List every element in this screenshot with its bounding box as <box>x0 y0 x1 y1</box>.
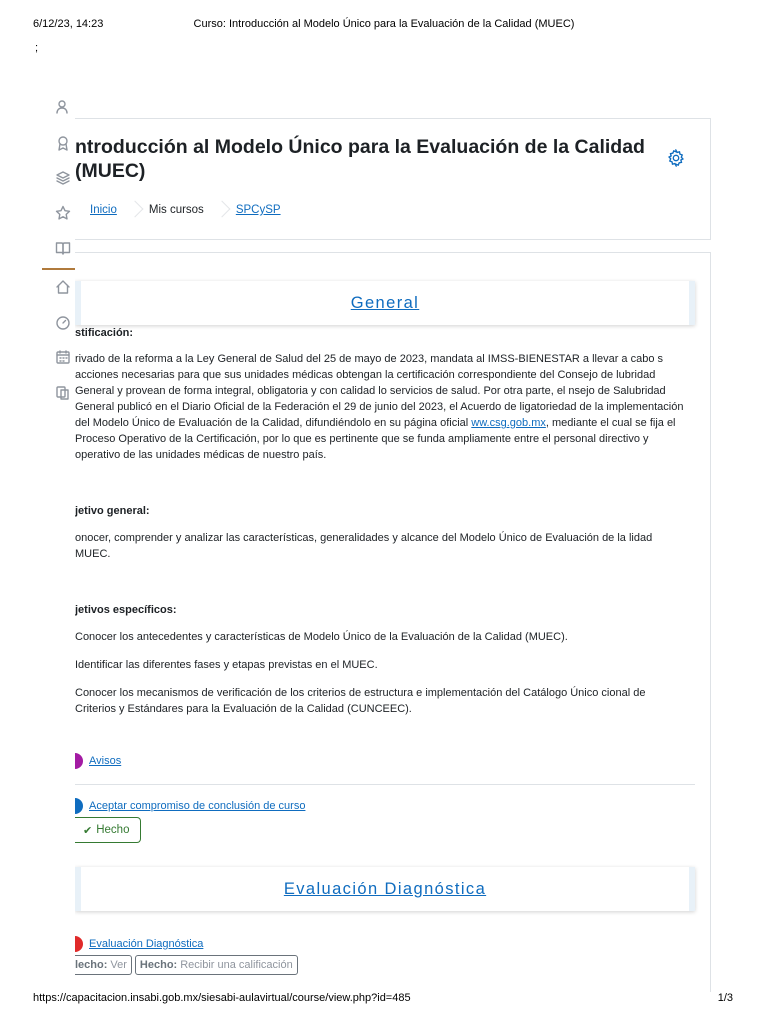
print-url: https://capacitacion.insabi.gob.mx/siesabi-aulavirtual/course/view.php?id=485 <box>33 992 411 1004</box>
objetivo-especifico-2: Identificar las diferentes fases y etapas previstas en el MUEC. <box>75 659 378 671</box>
print-datetime: 6/12/23, 14:23 <box>33 18 104 30</box>
objetivo-general-text: onocer, comprender y analizar las características, generalidades y alcance del Modelo Único de Evaluación de la lidad MUEC. <box>75 532 653 560</box>
evaluacion-diagnostica-link[interactable]: Evaluación Diagnóstica <box>89 938 204 950</box>
info-icon <box>75 798 83 814</box>
objetivo-general-heading: jetivo general: <box>75 505 150 517</box>
section-title-general[interactable]: General <box>350 293 420 312</box>
avisos-link[interactable]: Avisos <box>89 755 122 767</box>
dashboard-icon[interactable] <box>54 314 72 332</box>
completion-status <box>75 955 298 975</box>
layers-icon[interactable] <box>54 169 72 187</box>
print-document-title: Curso: Introducción al Modelo Único para la Evaluación de la Calidad (MUEC) <box>193 18 575 30</box>
gear-icon[interactable] <box>667 149 685 167</box>
home-icon[interactable] <box>54 278 72 296</box>
breadcrumb-separator <box>127 199 139 221</box>
print-semicolon: ; <box>35 42 39 54</box>
quiz-icon <box>75 936 83 952</box>
award-icon[interactable] <box>54 134 72 152</box>
csg-link[interactable]: ww.csg.gob.mx <box>471 417 546 429</box>
section-general-header <box>75 281 695 325</box>
breadcrumb-spcysp[interactable]: SPCySP <box>235 204 281 216</box>
activity-compromiso <box>75 798 305 814</box>
objetivo-especifico-1: Conocer los antecedentes y características de Modelo Único de la Evaluación de la Calidad (MUEC). <box>75 631 568 643</box>
completion-done-button[interactable] <box>75 817 141 843</box>
check-icon: ✔ <box>83 824 93 837</box>
page-title: ntroducción al Modelo Único para la Evaluación de la Calidad (MUEC) <box>75 136 645 182</box>
activity-avisos <box>75 753 121 769</box>
activity-divider <box>75 784 695 785</box>
breadcrumb-separator <box>214 199 226 221</box>
breadcrumb-inicio[interactable]: Inicio <box>90 204 117 216</box>
objetivo-especifico-3: Conocer los mecanismos de verificación de los criterios de estructura e implementación del Catálogo Único cional de Criterios y Estándares para la Evaluación de la Calidad (CUNCEEC). <box>75 687 646 715</box>
print-page-number: 1/3 <box>717 992 733 1004</box>
objetivos-especificos-heading: jetivos específicos: <box>75 604 177 616</box>
section-title-diagnostica[interactable]: Evaluación Diagnóstica <box>283 879 487 898</box>
status-chip-ver: lecho: Ver <box>75 955 132 975</box>
copy-icon[interactable] <box>54 384 72 402</box>
forum-icon <box>75 753 83 769</box>
course-header <box>75 118 711 240</box>
justificacion-heading: stificación: <box>75 327 134 339</box>
star-icon[interactable] <box>54 204 72 222</box>
breadcrumb-mis-cursos: Mis cursos <box>148 204 204 216</box>
course-content <box>75 252 711 992</box>
status-chip-calificacion: Hecho: Recibir una calificación <box>135 955 298 975</box>
user-search-icon[interactable] <box>54 98 72 116</box>
justificacion-text: rivado de la reforma a la Ley General de Salud del 25 de mayo de 2023, mandata al IMSS-BIENESTAR a llevar a cabo s acciones necesarias para que sus unidades médicas obtengan la certificación correspondiente del Consejo de lubridad General y provean de forma integral, obligatoria y con calidad lo servicios de salud. Por otra parte, el nsejo de Salubridad General publicó en el Diario Oficial de la Federación el 29 de junio del 2023, el Acuerdo de ligatoriedad de la implementación del Modelo Único de Evaluación de la Calidad, difundiéndolo en su página oficial ww.csg.gob.mx, mediante el cual se fija el Proceso Operativo de la Certificación, por lo que es pertinente que se funda ampliamente entre el personal directivo y operativo de las unidades médicas de nuestro país. <box>75 353 684 461</box>
book-icon[interactable] <box>54 239 72 257</box>
activity-evaluacion-diagnostica <box>75 936 203 952</box>
compromiso-link[interactable]: Aceptar compromiso de conclusión de curso <box>89 800 306 812</box>
calendar-icon[interactable] <box>54 348 72 366</box>
section-diagnostica-header <box>75 867 695 911</box>
breadcrumb <box>90 199 281 221</box>
done-label: Hecho <box>96 824 130 836</box>
